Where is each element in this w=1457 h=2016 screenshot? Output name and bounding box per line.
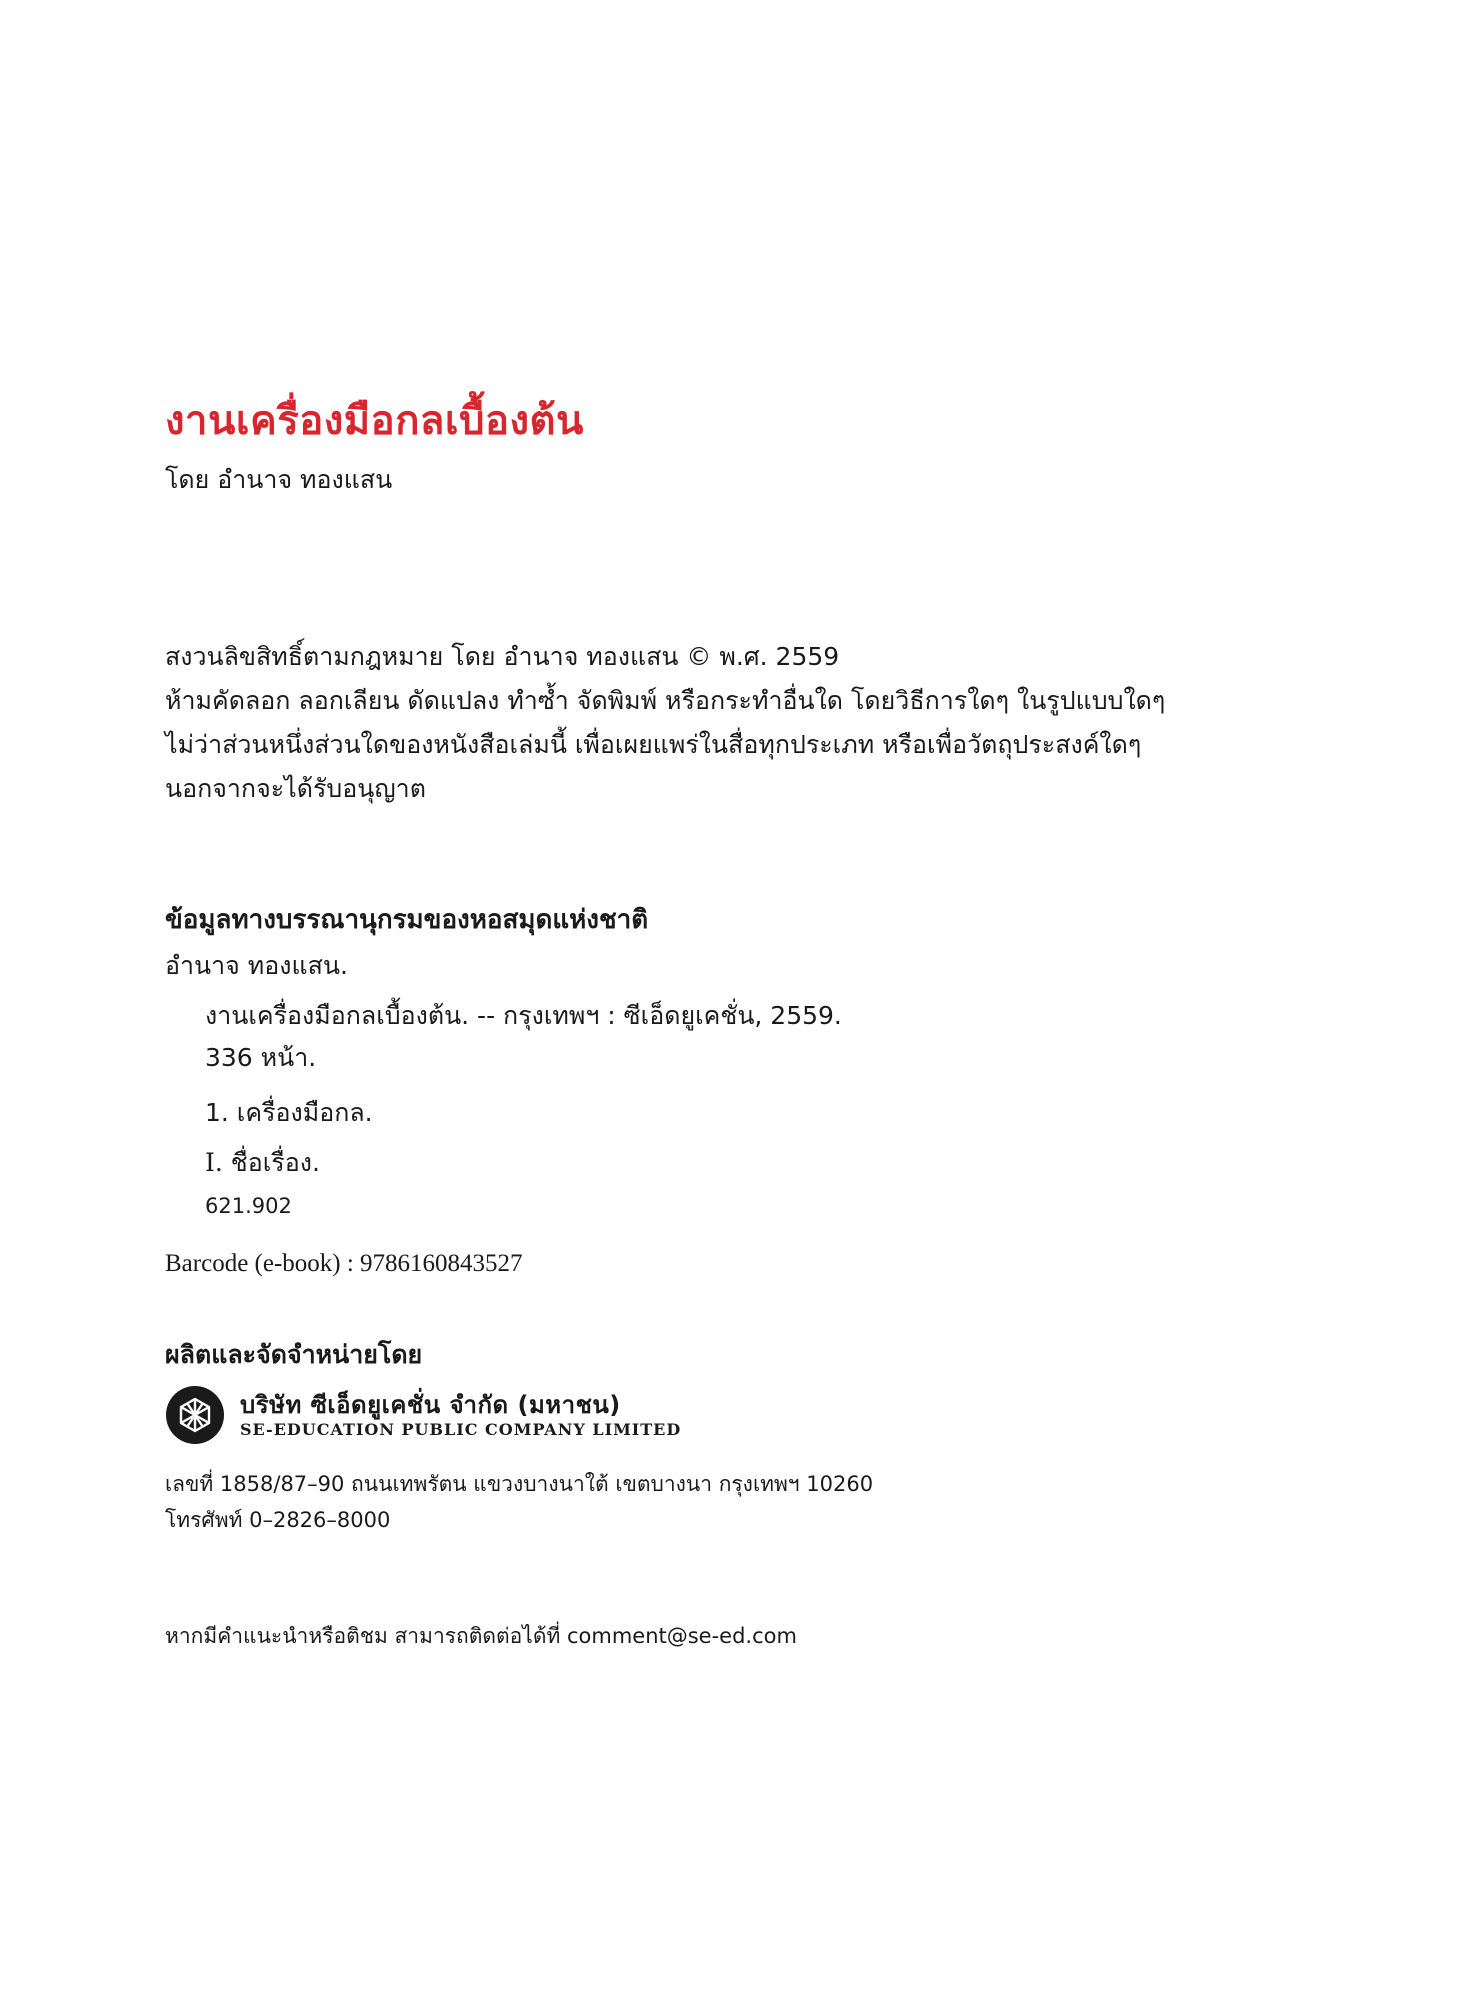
company-name-english: SE-EDUCATION PUBLIC COMPANY LIMITED [240, 1420, 682, 1439]
company-name-thai: บริษัท ซีเอ็ดยูเคชั่น จำกัด (มหาชน) [240, 1391, 621, 1419]
author-byline: โดย อำนาจ ทองแสน [165, 465, 393, 494]
company-phone: โทรศัพท์ 0–2826–8000 [165, 1508, 391, 1532]
copyright-line: ไม่ว่าส่วนหนึ่งส่วนใดของหนังสือเล่มนี้ เพื่อเผยแพร่ในสื่อทุกประเภท หรือเพื่อวัตถุประสงค์ใดๆ [165, 730, 1142, 759]
cip-title-entry-text: ชื่อเรื่อง. [230, 1148, 320, 1177]
copyright-line: สงวนลิขสิทธิ์ตามกฎหมาย โดย อำนาจ ทองแสน © พ.ศ. 2559 [165, 642, 840, 671]
se-ed-logo-icon [165, 1385, 225, 1445]
cip-title-entry [205, 1143, 320, 1183]
cip-classification: 621.902 [205, 1194, 292, 1218]
barcode-line: Barcode (e-book) : 9786160843527 [165, 1250, 523, 1277]
cip-title-entry-numeral: I. [205, 1148, 223, 1177]
cip-heading: ข้อมูลทางบรรณานุกรมของหอสมุดแห่งชาติ [165, 905, 649, 935]
copyright-notice [165, 635, 1165, 811]
cip-subject: 1. เครื่องมือกล. [205, 1098, 373, 1127]
cip-pages: 336 หน้า. [205, 1043, 317, 1072]
distribution-heading: ผลิตและจัดจำหน่ายโดย [165, 1340, 423, 1369]
book-title: งานเครื่องมือกลเบื้องต้น [165, 397, 584, 444]
copyright-line: ห้ามคัดลอก ลอกเลียน ดัดแปลง ทำซ้ำ จัดพิมพ์ หรือกระทำอื่นใด โดยวิธีการใดๆ ในรูปแบบใดๆ [165, 686, 1166, 715]
company-address: เลขที่ 1858/87–90 ถนนเทพรัตน แขวงบางนาใต้ เขตบางนา กรุงเทพฯ 10260 [165, 1472, 874, 1496]
copyright-line: นอกจากจะได้รับอนุญาต [165, 774, 426, 803]
cip-title-line: งานเครื่องมือกลเบื้องต้น. -- กรุงเทพฯ : ซีเอ็ดยูเคชั่น, 2559. [205, 1001, 842, 1030]
feedback-contact: หากมีคำแนะนำหรือติชม สามารถติดต่อได้ที่ comment@se-ed.com [165, 1624, 797, 1648]
cip-author: อำนาจ ทองแสน. [165, 951, 348, 980]
